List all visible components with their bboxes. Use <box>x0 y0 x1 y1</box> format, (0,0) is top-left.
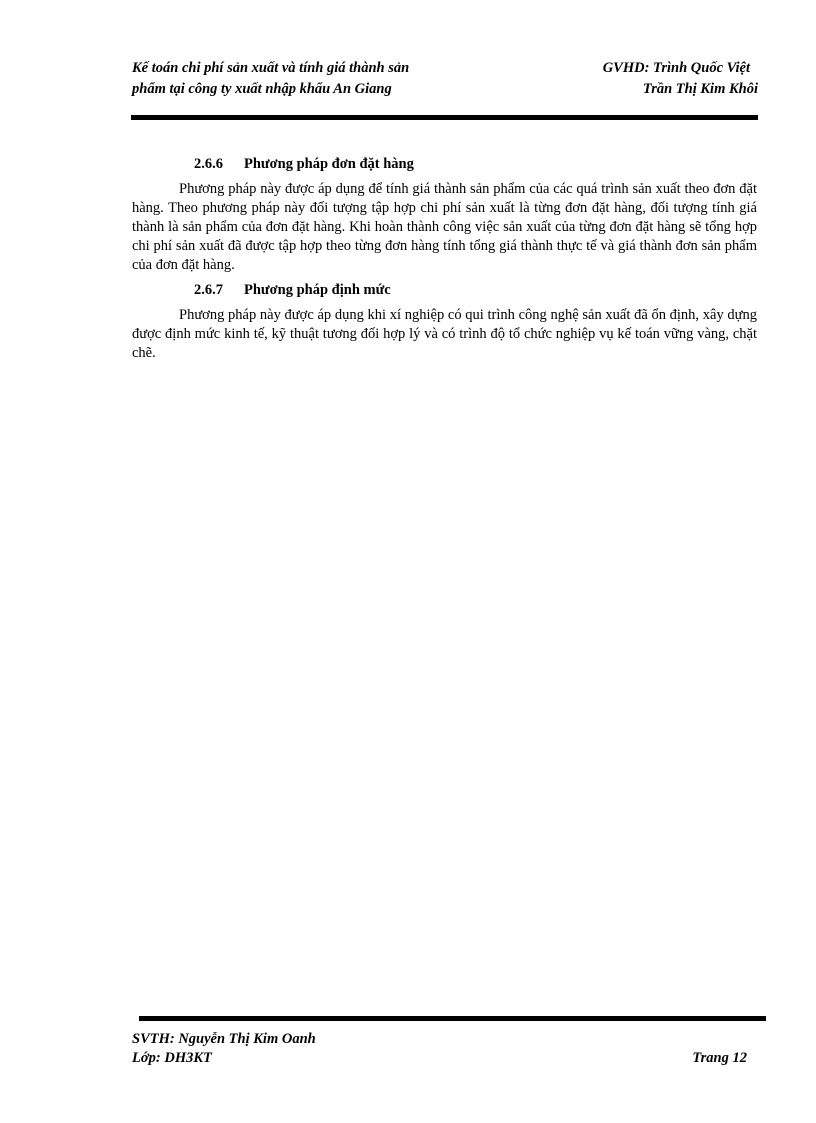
section-number: 2.6.7 <box>194 282 223 298</box>
advisor-line-2: Trần Thị Kim Khôi <box>642 81 758 97</box>
page-content <box>132 155 757 369</box>
section-title: Phương pháp đơn đặt hàng <box>244 156 414 172</box>
document-title-line-2: phẩm tại công ty xuất nhập khẩu An Giang <box>132 81 392 97</box>
student-name: SVTH: Nguyễn Thị Kim Oanh <box>132 1031 316 1047</box>
class-label: Lớp: DH3KT <box>132 1050 212 1066</box>
advisor-block <box>498 58 758 100</box>
advisor-line-1: GVHD: Trình Quốc Việt <box>602 60 750 76</box>
section-heading-2-6-6 <box>194 155 757 174</box>
section-paragraph-2-6-6: Phương pháp này được áp dụng để tính giá thành sản phẩm của các quá trình sản xuất theo đơn đặt hàng. Theo phương pháp này đối tượng tập hợp chi phí sản xuất là từng đơn đặt hàng, đối tượng tính giá thành là sản phẩm của đơn đặt hàng. Khi hoàn thành công việc sản xuất của từng đơn đặt hàng sẽ tổng hợp chi phí sản xuất đã được tập hợp theo từng đơn hàng tính tổng giá thành thực tế và giá thành đơn sản phẩm của đơn đặt hàng. <box>132 181 757 273</box>
section-number: 2.6.6 <box>194 156 223 172</box>
document-title-line-1: Kế toán chi phí sản xuất và tính giá thành sản <box>132 60 410 76</box>
section-heading-2-6-7 <box>194 281 757 300</box>
page-footer <box>132 1030 747 1068</box>
footer-divider <box>139 1016 766 1021</box>
section-paragraph-2-6-7: Phương pháp này được áp dụng khi xí nghiệp có qui trình công nghệ sản xuất đã ổn định, xây dựng được định mức kinh tế, kỹ thuật tương đối hợp lý và có trình độ tổ chức nghiệp vụ kế toán vững vàng, chặt chẽ. <box>132 307 757 361</box>
document-title <box>132 58 492 100</box>
section-title: Phương pháp định mức <box>244 282 391 298</box>
page-number: Trang 12 <box>692 1050 747 1066</box>
header-divider <box>131 115 758 120</box>
